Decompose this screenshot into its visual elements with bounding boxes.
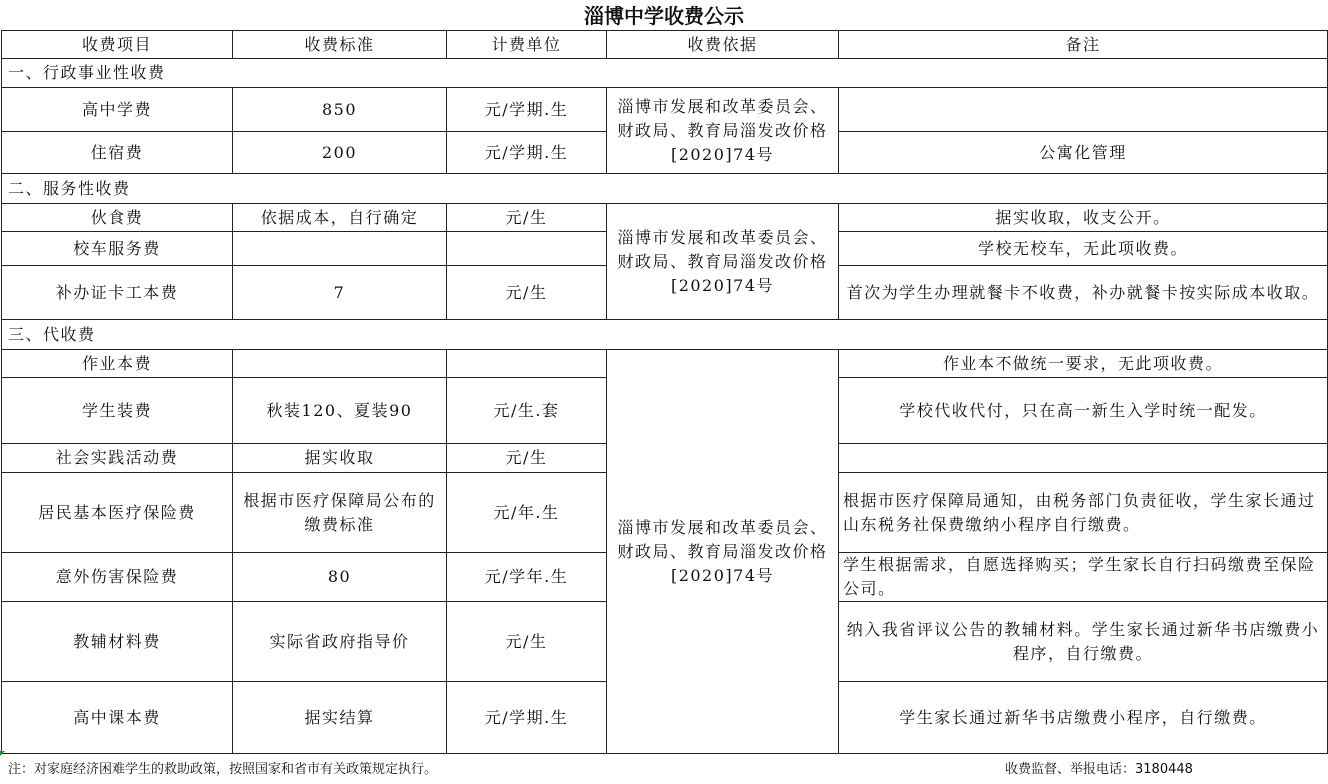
cell-item: 高中学费 bbox=[2, 88, 233, 132]
cell-standard: 据实收取 bbox=[233, 444, 447, 473]
header-unit: 计费单位 bbox=[447, 31, 607, 59]
cell-note: 学校无校车，无此项收费。 bbox=[839, 232, 1328, 266]
cell-standard: 根据市医疗保障局公布的缴费标准 bbox=[233, 473, 447, 553]
cell-item: 伙食费 bbox=[2, 204, 233, 232]
cell-item: 意外伤害保险费 bbox=[2, 553, 233, 602]
cell-standard: 80 bbox=[233, 553, 447, 602]
cell-note: 首次为学生办理就餐卡不收费，补办就餐卡按实际成本收取。 bbox=[839, 266, 1328, 320]
cell-unit: 元/学期.生 bbox=[447, 682, 607, 754]
cell-standard bbox=[233, 350, 447, 378]
cell-note: 学生家长通过新华书店缴费小程序，自行缴费。 bbox=[839, 682, 1328, 754]
header-note: 备注 bbox=[839, 31, 1328, 59]
cell-unit: 元/生 bbox=[447, 204, 607, 232]
table-row bbox=[2, 88, 1328, 132]
section-row bbox=[2, 59, 1328, 88]
cell-unit bbox=[447, 232, 607, 266]
header-item: 收费项目 bbox=[2, 31, 233, 59]
cell-standard: 秋装120、夏装90 bbox=[233, 378, 447, 444]
section-row bbox=[2, 174, 1328, 204]
fee-table bbox=[1, 30, 1328, 754]
cell-standard: 依据成本，自行确定 bbox=[233, 204, 447, 232]
table-row bbox=[2, 204, 1328, 232]
cell-unit: 元/学期.生 bbox=[447, 132, 607, 174]
section-title: 二、服务性收费 bbox=[2, 174, 1328, 204]
cell-unit bbox=[447, 350, 607, 378]
cell-item: 学生装费 bbox=[2, 378, 233, 444]
header-standard: 收费标准 bbox=[233, 31, 447, 59]
table-row bbox=[2, 350, 1328, 378]
cell-standard: 实际省政府指导价 bbox=[233, 602, 447, 682]
cell-standard: 据实结算 bbox=[233, 682, 447, 754]
cell-item: 补办证卡工本费 bbox=[2, 266, 233, 320]
cell-item: 高中课本费 bbox=[2, 682, 233, 754]
cell-note bbox=[839, 444, 1328, 473]
cell-item: 居民基本医疗保险费 bbox=[2, 473, 233, 553]
cell-unit: 元/生 bbox=[447, 266, 607, 320]
cell-basis: 淄博市发展和改革委员会、财政局、教育局淄发改价格[2020]74号 bbox=[607, 88, 839, 174]
header-row bbox=[2, 31, 1328, 59]
cell-unit: 元/学期.生 bbox=[447, 88, 607, 132]
cell-unit: 元/学年.生 bbox=[447, 553, 607, 602]
cell-note: 学校代收代付，只在高一新生入学时统一配发。 bbox=[839, 378, 1328, 444]
header-basis: 收费依据 bbox=[607, 31, 839, 59]
section-title: 三、代收费 bbox=[2, 320, 1328, 350]
cell-note: 公寓化管理 bbox=[839, 132, 1328, 174]
cell-item: 教辅材料费 bbox=[2, 602, 233, 682]
cell-unit: 元/生 bbox=[447, 444, 607, 473]
cell-note: 学生根据需求，自愿选择购买；学生家长自行扫码缴费至保险公司。 bbox=[839, 553, 1328, 602]
cell-item: 住宿费 bbox=[2, 132, 233, 174]
cell-item: 作业本费 bbox=[2, 350, 233, 378]
cell-corner-marker bbox=[0, 751, 5, 756]
cell-basis: 淄博市发展和改革委员会、财政局、教育局淄发改价格[2020]74号 bbox=[607, 204, 839, 320]
cell-standard: 7 bbox=[233, 266, 447, 320]
cell-item: 社会实践活动费 bbox=[2, 444, 233, 473]
section-row bbox=[2, 320, 1328, 350]
cell-item: 校车服务费 bbox=[2, 232, 233, 266]
footer-hotline: 收费监督、举报电话：3180448 bbox=[1005, 762, 1193, 777]
cell-note: 纳入我省评议公告的教辅材料。学生家长通过新华书店缴费小程序，自行缴费。 bbox=[839, 602, 1328, 682]
footer-note: 注：对家庭经济困难学生的救助政策，按照国家和省市有关政策规定执行。 bbox=[8, 762, 438, 777]
cell-unit: 元/生.套 bbox=[447, 378, 607, 444]
cell-standard bbox=[233, 232, 447, 266]
cell-note bbox=[839, 88, 1328, 132]
cell-unit: 元/生 bbox=[447, 602, 607, 682]
cell-note: 根据市医疗保障局通知，由税务部门负责征收，学生家长通过山东税务社保费缴纳小程序自行缴费。 bbox=[839, 473, 1328, 553]
cell-unit: 元/年.生 bbox=[447, 473, 607, 553]
cell-note: 作业本不做统一要求，无此项收费。 bbox=[839, 350, 1328, 378]
cell-note: 据实收取，收支公开。 bbox=[839, 204, 1328, 232]
cell-basis: 淄博市发展和改革委员会、财政局、教育局淄发改价格[2020]74号 bbox=[607, 350, 839, 754]
page-title: 淄博中学收费公示 bbox=[584, 4, 744, 28]
cell-standard: 850 bbox=[233, 88, 447, 132]
cell-standard: 200 bbox=[233, 132, 447, 174]
section-title: 一、行政事业性收费 bbox=[2, 59, 1328, 88]
